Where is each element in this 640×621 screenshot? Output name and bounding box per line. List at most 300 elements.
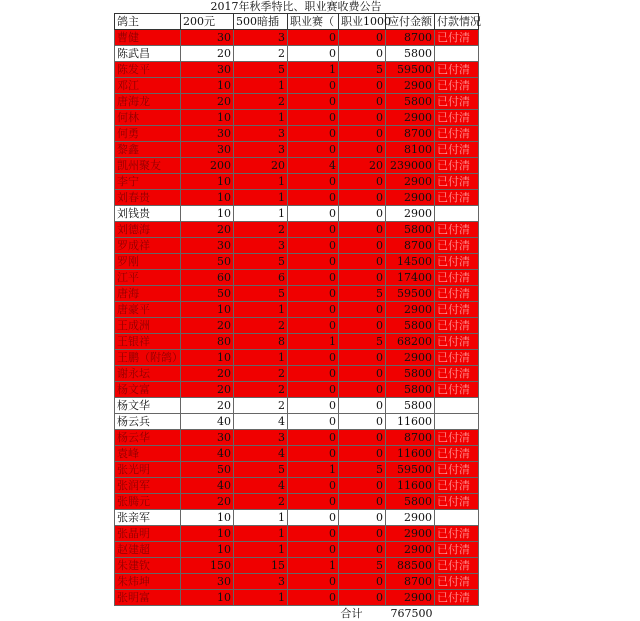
cell-amount: 8700 [386,574,435,590]
cell-owner: 凯州聚友 [115,158,181,174]
cell-status: 已付清 [435,110,479,126]
cell-fee-pro: 1 [288,334,339,350]
table-row [115,62,479,78]
cell-fee-pro: 0 [288,286,339,302]
cell-status: 已付清 [435,462,479,478]
cell-fee-200: 10 [181,174,234,190]
table-row [115,430,479,446]
cell-fee-200: 10 [181,78,234,94]
cell-status [435,206,479,222]
cell-amount: 11600 [386,446,435,462]
cell-status [435,46,479,62]
cell-fee-pro: 0 [288,78,339,94]
table-row [115,590,479,606]
table-row [115,270,479,286]
cell-fee-500: 2 [234,366,288,382]
cell-fee-500: 4 [234,414,288,430]
total-label: 合计 [339,606,386,621]
cell-fee-pro1000: 0 [339,302,386,318]
cell-fee-pro1000: 0 [339,94,386,110]
cell-owner: 唐海龙 [115,94,181,110]
cell-fee-200: 10 [181,510,234,526]
cell-fee-pro1000: 0 [339,414,386,430]
cell-owner: 杨云兵 [115,414,181,430]
cell-owner: 邓江 [115,78,181,94]
table-row [115,318,479,334]
cell-owner: 王银祥 [115,334,181,350]
cell-fee-pro: 1 [288,462,339,478]
cell-amount: 2900 [386,206,435,222]
cell-fee-500: 5 [234,286,288,302]
cell-fee-200: 40 [181,446,234,462]
cell-amount: 2900 [386,590,435,606]
cell-fee-500: 2 [234,398,288,414]
cell-owner: 张光明 [115,462,181,478]
cell-status: 已付清 [435,78,479,94]
cell-fee-500: 3 [234,430,288,446]
cell-status: 已付清 [435,142,479,158]
cell-fee-500: 4 [234,446,288,462]
cell-fee-200: 60 [181,270,234,286]
cell-fee-pro: 0 [288,414,339,430]
header-pro: 职业赛（ [288,14,339,30]
cell-fee-pro1000: 0 [339,382,386,398]
cell-owner: 江平 [115,270,181,286]
cell-status: 已付清 [435,430,479,446]
cell-amount: 8700 [386,430,435,446]
cell-fee-pro1000: 0 [339,206,386,222]
cell-status: 已付清 [435,254,479,270]
cell-fee-200: 20 [181,46,234,62]
cell-amount: 5800 [386,222,435,238]
cell-owner: 张润军 [115,478,181,494]
table-row [115,542,479,558]
table-row [115,78,479,94]
cell-fee-pro: 0 [288,94,339,110]
cell-fee-pro1000: 0 [339,254,386,270]
cell-fee-200: 30 [181,142,234,158]
cell-fee-500: 1 [234,190,288,206]
cell-amount: 2900 [386,190,435,206]
table-row [115,446,479,462]
cell-fee-200: 50 [181,254,234,270]
cell-fee-pro1000: 0 [339,366,386,382]
cell-amount: 59500 [386,462,435,478]
cell-fee-pro: 0 [288,46,339,62]
cell-fee-200: 50 [181,462,234,478]
cell-fee-500: 3 [234,30,288,46]
cell-fee-200: 10 [181,190,234,206]
cell-status [435,398,479,414]
cell-fee-200: 20 [181,222,234,238]
cell-amount: 5800 [386,398,435,414]
cell-fee-pro1000: 20 [339,158,386,174]
cell-fee-500: 8 [234,334,288,350]
cell-status: 已付清 [435,30,479,46]
table-row [115,414,479,430]
cell-status [435,414,479,430]
cell-status: 已付清 [435,174,479,190]
table-row [115,334,479,350]
cell-fee-500: 1 [234,542,288,558]
cell-fee-500: 2 [234,382,288,398]
cell-fee-200: 20 [181,382,234,398]
cell-owner: 谢永坛 [115,366,181,382]
cell-status: 已付清 [435,94,479,110]
cell-amount: 2900 [386,78,435,94]
table-body [115,30,479,606]
table-row [115,478,479,494]
cell-amount: 8100 [386,142,435,158]
cell-fee-pro: 0 [288,430,339,446]
table-row [115,142,479,158]
header-status: 付款情况 [435,14,479,30]
cell-owner: 刘德海 [115,222,181,238]
cell-owner: 杨文华 [115,398,181,414]
cell-owner: 罗成祥 [115,238,181,254]
cell-fee-pro1000: 0 [339,126,386,142]
cell-owner: 张明富 [115,590,181,606]
header-owner: 鸽主 [115,14,181,30]
cell-owner: 唐豪平 [115,302,181,318]
cell-status: 已付清 [435,318,479,334]
cell-status: 已付清 [435,446,479,462]
cell-fee-pro: 0 [288,238,339,254]
cell-fee-pro1000: 0 [339,398,386,414]
cell-fee-pro: 0 [288,350,339,366]
header-amount: 应付金额 [386,14,435,30]
cell-fee-500: 6 [234,270,288,286]
cell-fee-500: 5 [234,254,288,270]
cell-fee-pro1000: 0 [339,446,386,462]
cell-fee-200: 30 [181,30,234,46]
cell-fee-pro1000: 0 [339,526,386,542]
cell-fee-500: 2 [234,46,288,62]
cell-owner: 朱炜坤 [115,574,181,590]
cell-fee-500: 1 [234,174,288,190]
cell-status: 已付清 [435,222,479,238]
table-row [115,46,479,62]
cell-fee-pro: 0 [288,270,339,286]
table-row [115,30,479,46]
cell-owner: 罗刚 [115,254,181,270]
cell-fee-200: 10 [181,206,234,222]
cell-fee-pro1000: 5 [339,558,386,574]
cell-owner: 唐海 [115,286,181,302]
header-row [115,14,479,30]
cell-fee-500: 1 [234,526,288,542]
cell-owner: 张晶明 [115,526,181,542]
cell-status: 已付清 [435,478,479,494]
cell-amount: 2900 [386,510,435,526]
cell-fee-pro: 0 [288,526,339,542]
cell-fee-200: 200 [181,158,234,174]
cell-owner: 王鹏（附鸽） [115,350,181,366]
cell-amount: 2900 [386,174,435,190]
table-row [115,286,479,302]
cell-fee-500: 1 [234,110,288,126]
cell-fee-500: 20 [234,158,288,174]
cell-owner: 刘钱贵 [115,206,181,222]
cell-fee-pro: 1 [288,558,339,574]
cell-fee-pro1000: 0 [339,542,386,558]
cell-fee-500: 1 [234,590,288,606]
cell-fee-pro: 0 [288,318,339,334]
cell-owner: 陈发平 [115,62,181,78]
cell-fee-pro: 0 [288,398,339,414]
cell-amount: 5800 [386,494,435,510]
cell-status: 已付清 [435,494,479,510]
cell-fee-500: 2 [234,94,288,110]
cell-fee-200: 150 [181,558,234,574]
table-row [115,190,479,206]
table-row [115,510,479,526]
cell-owner: 张腾元 [115,494,181,510]
cell-fee-500: 2 [234,318,288,334]
cell-status: 已付清 [435,126,479,142]
cell-fee-200: 20 [181,494,234,510]
cell-amount: 11600 [386,414,435,430]
cell-fee-pro: 0 [288,574,339,590]
cell-fee-500: 1 [234,206,288,222]
cell-fee-pro: 0 [288,142,339,158]
cell-amount: 8700 [386,238,435,254]
cell-status: 已付清 [435,526,479,542]
table-row [115,494,479,510]
cell-status: 已付清 [435,286,479,302]
table-row [115,174,479,190]
cell-fee-500: 1 [234,510,288,526]
cell-amount: 68200 [386,334,435,350]
cell-status: 已付清 [435,302,479,318]
cell-fee-pro: 0 [288,206,339,222]
cell-fee-pro1000: 0 [339,494,386,510]
cell-fee-500: 2 [234,494,288,510]
cell-fee-pro: 0 [288,190,339,206]
cell-fee-pro1000: 0 [339,110,386,126]
table-row [115,366,479,382]
cell-amount: 239000 [386,158,435,174]
table-row [115,350,479,366]
cell-amount: 59500 [386,286,435,302]
cell-status: 已付清 [435,158,479,174]
cell-fee-pro1000: 0 [339,174,386,190]
header-500: 500暗插 [234,14,288,30]
cell-status: 已付清 [435,270,479,286]
cell-fee-pro1000: 5 [339,286,386,302]
cell-status: 已付清 [435,350,479,366]
table-row [115,110,479,126]
cell-owner: 杨云华 [115,430,181,446]
cell-fee-pro1000: 0 [339,590,386,606]
cell-fee-500: 1 [234,302,288,318]
cell-fee-500: 3 [234,142,288,158]
cell-fee-pro1000: 0 [339,318,386,334]
table-row [115,158,479,174]
cell-fee-pro1000: 5 [339,462,386,478]
cell-amount: 2900 [386,350,435,366]
cell-fee-200: 40 [181,414,234,430]
cell-owner: 赵建超 [115,542,181,558]
table-row [115,574,479,590]
cell-fee-500: 3 [234,238,288,254]
cell-owner: 王成洲 [115,318,181,334]
fee-table [114,13,479,621]
cell-amount: 8700 [386,30,435,46]
cell-fee-pro: 0 [288,366,339,382]
cell-fee-500: 3 [234,574,288,590]
cell-status: 已付清 [435,542,479,558]
cell-fee-200: 30 [181,574,234,590]
cell-fee-200: 10 [181,526,234,542]
cell-owner: 何勇 [115,126,181,142]
table-row [115,94,479,110]
cell-fee-pro: 0 [288,590,339,606]
cell-fee-200: 30 [181,62,234,78]
table-row [115,238,479,254]
cell-fee-500: 4 [234,478,288,494]
cell-fee-pro1000: 0 [339,30,386,46]
cell-fee-200: 30 [181,126,234,142]
cell-fee-pro: 0 [288,126,339,142]
cell-status [435,510,479,526]
cell-fee-pro1000: 0 [339,238,386,254]
cell-fee-pro: 0 [288,174,339,190]
cell-fee-pro: 0 [288,542,339,558]
cell-fee-pro: 0 [288,110,339,126]
cell-fee-pro1000: 0 [339,142,386,158]
sheet-title: 2017年秋季特比、职业赛收费公告 [114,0,478,13]
cell-fee-200: 10 [181,110,234,126]
header-pro1000: 职业1000 [339,14,386,30]
cell-fee-pro: 0 [288,478,339,494]
cell-amount: 5800 [386,366,435,382]
cell-owner: 何林 [115,110,181,126]
cell-fee-pro1000: 5 [339,62,386,78]
cell-fee-200: 20 [181,398,234,414]
cell-fee-pro1000: 0 [339,430,386,446]
cell-fee-pro1000: 0 [339,78,386,94]
cell-status: 已付清 [435,62,479,78]
cell-amount: 88500 [386,558,435,574]
table-row [115,206,479,222]
cell-owner: 陈武昌 [115,46,181,62]
cell-fee-200: 20 [181,366,234,382]
cell-amount: 14500 [386,254,435,270]
table-row [115,222,479,238]
cell-fee-200: 80 [181,334,234,350]
cell-fee-200: 20 [181,94,234,110]
cell-fee-200: 10 [181,590,234,606]
cell-owner: 朱建钦 [115,558,181,574]
cell-fee-500: 3 [234,126,288,142]
cell-amount: 11600 [386,478,435,494]
header-200: 200元 [181,14,234,30]
cell-amount: 2900 [386,526,435,542]
cell-amount: 5800 [386,382,435,398]
cell-amount: 2900 [386,542,435,558]
cell-fee-500: 15 [234,558,288,574]
cell-fee-pro: 0 [288,446,339,462]
cell-fee-200: 10 [181,302,234,318]
cell-fee-pro1000: 0 [339,222,386,238]
cell-owner: 黎鑫 [115,142,181,158]
cell-fee-200: 10 [181,350,234,366]
cell-amount: 2900 [386,110,435,126]
cell-fee-200: 30 [181,238,234,254]
cell-fee-pro: 0 [288,254,339,270]
total-value: 767500 [386,606,435,621]
table-row [115,526,479,542]
cell-status: 已付清 [435,590,479,606]
cell-amount: 59500 [386,62,435,78]
table-row [115,126,479,142]
cell-fee-pro: 0 [288,382,339,398]
table-row [115,558,479,574]
cell-fee-pro: 4 [288,158,339,174]
cell-fee-200: 40 [181,478,234,494]
cell-owner: 李宁 [115,174,181,190]
table-row [115,462,479,478]
cell-fee-pro: 0 [288,222,339,238]
cell-fee-pro: 0 [288,510,339,526]
cell-fee-pro: 1 [288,62,339,78]
cell-amount: 5800 [386,318,435,334]
cell-fee-500: 1 [234,78,288,94]
cell-fee-500: 5 [234,62,288,78]
cell-fee-pro1000: 0 [339,46,386,62]
cell-fee-pro1000: 5 [339,334,386,350]
cell-fee-pro: 0 [288,302,339,318]
cell-fee-pro1000: 0 [339,270,386,286]
cell-fee-500: 1 [234,350,288,366]
cell-owner: 刘春贵 [115,190,181,206]
cell-fee-pro: 0 [288,494,339,510]
cell-fee-500: 5 [234,462,288,478]
cell-owner: 曹健 [115,30,181,46]
table-row [115,398,479,414]
cell-fee-pro1000: 0 [339,510,386,526]
cell-fee-500: 2 [234,222,288,238]
cell-amount: 17400 [386,270,435,286]
total-row [115,606,479,621]
cell-owner: 张亲军 [115,510,181,526]
cell-fee-pro1000: 0 [339,350,386,366]
table-row [115,382,479,398]
cell-status: 已付清 [435,238,479,254]
cell-owner: 杨文富 [115,382,181,398]
cell-owner: 袁峰 [115,446,181,462]
cell-status: 已付清 [435,334,479,350]
cell-fee-pro1000: 0 [339,574,386,590]
cell-amount: 5800 [386,46,435,62]
spreadsheet [114,0,478,621]
cell-fee-200: 20 [181,318,234,334]
cell-status: 已付清 [435,382,479,398]
cell-fee-200: 10 [181,542,234,558]
table-row [115,254,479,270]
cell-fee-pro: 0 [288,30,339,46]
cell-fee-200: 30 [181,430,234,446]
table-row [115,302,479,318]
cell-status: 已付清 [435,558,479,574]
cell-amount: 2900 [386,302,435,318]
cell-amount: 5800 [386,94,435,110]
cell-fee-pro1000: 0 [339,478,386,494]
cell-fee-200: 50 [181,286,234,302]
cell-status: 已付清 [435,574,479,590]
cell-status: 已付清 [435,366,479,382]
